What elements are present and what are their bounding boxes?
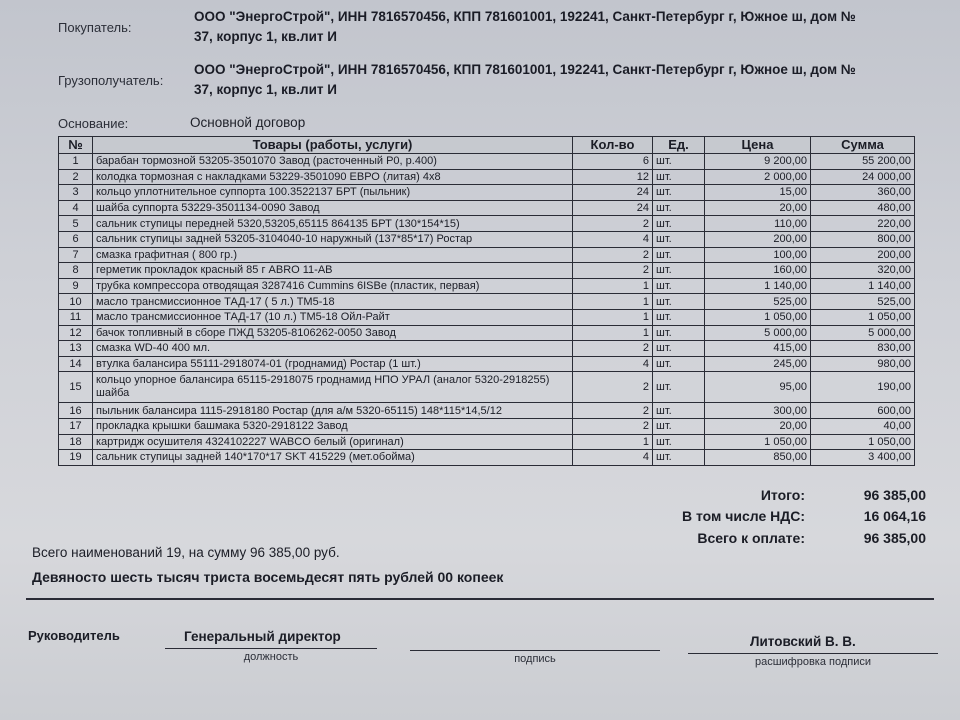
- quantity-cell: 1: [573, 294, 653, 310]
- row-number-cell: 3: [59, 185, 93, 201]
- sum-cell: 40,00: [811, 418, 915, 434]
- item-name-cell: барабан тормозной 53205-3501070 Завод (расточенный Р0, р.400): [93, 154, 573, 170]
- signer-name-caption: расшифровка подписи: [754, 656, 872, 668]
- item-name-cell: шайба суппорта 53229-3501134-0090 Завод: [93, 200, 573, 216]
- basis-label: Основание:: [58, 116, 129, 131]
- table-row: [59, 278, 915, 294]
- item-name-cell: масло трансмиссионное ТАД-17 ( 5 л.) ТМ5-18: [93, 294, 573, 310]
- unit-cell: шт.: [653, 418, 705, 434]
- item-name-cell: кольцо упорное балансира 65115-2918075 гроднамид НПО УРАЛ (аналог 5320-2918255) шайба: [93, 372, 573, 403]
- price-cell: 1 050,00: [705, 434, 811, 450]
- row-number-cell: 18: [59, 434, 93, 450]
- sum-cell: 5 000,00: [811, 325, 915, 341]
- goods-table: [58, 136, 915, 466]
- table-row: [59, 154, 915, 170]
- sum-cell: 320,00: [811, 263, 915, 279]
- quantity-cell: 6: [573, 154, 653, 170]
- consignee-line-1: ООО "ЭнергоСтрой", ИНН 7816570456, КПП 781601001, 192241, Санкт-Петербург г, Южное ш, дом №: [194, 62, 856, 77]
- quantity-cell: 2: [573, 341, 653, 357]
- signer-name: Литовский В. В.: [750, 634, 856, 649]
- sum-cell: 480,00: [811, 200, 915, 216]
- quantity-cell: 4: [573, 450, 653, 466]
- row-number-cell: 8: [59, 263, 93, 279]
- price-cell: 5 000,00: [705, 325, 811, 341]
- unit-cell: шт.: [653, 309, 705, 325]
- quantity-cell: 12: [573, 169, 653, 185]
- unit-cell: шт.: [653, 325, 705, 341]
- table-row: [59, 309, 915, 325]
- table-row: [59, 247, 915, 263]
- sum-cell: 360,00: [811, 185, 915, 201]
- row-number-cell: 19: [59, 450, 93, 466]
- unit-cell: шт.: [653, 154, 705, 170]
- price-cell: 160,00: [705, 263, 811, 279]
- unit-cell: шт.: [653, 263, 705, 279]
- quantity-cell: 2: [573, 418, 653, 434]
- vat-value: 16 064,16: [863, 508, 926, 524]
- price-cell: 415,00: [705, 341, 811, 357]
- row-number-cell: 10: [59, 294, 93, 310]
- price-cell: 850,00: [705, 450, 811, 466]
- row-number-cell: 5: [59, 216, 93, 232]
- sum-cell: 800,00: [811, 231, 915, 247]
- quantity-cell: 4: [573, 356, 653, 372]
- items-summary: Всего наименований 19, на сумму 96 385,00 руб.: [32, 545, 340, 560]
- row-number-cell: 17: [59, 418, 93, 434]
- item-name-cell: сальник ступицы задней 53205-3104040-10 наружный (137*85*17) Ростар: [93, 231, 573, 247]
- unit-cell: шт.: [653, 356, 705, 372]
- item-name-cell: масло трансмиссионное ТАД-17 (10 л.) ТМ5-18 Ойл-Райт: [93, 309, 573, 325]
- col-name-header: Товары (работы, услуги): [93, 137, 573, 154]
- consignee-label: Грузополучатель:: [58, 73, 164, 88]
- price-cell: 1 140,00: [705, 278, 811, 294]
- table-row: [59, 231, 915, 247]
- buyer-label: Покупатель:: [58, 20, 132, 35]
- price-cell: 100,00: [705, 247, 811, 263]
- quantity-cell: 24: [573, 185, 653, 201]
- quantity-cell: 2: [573, 216, 653, 232]
- to-pay-value: 96 385,00: [863, 530, 926, 546]
- item-name-cell: пыльник балансира 1115-2918180 Ростар (для а/м 5320-65115) 148*115*14,5/12: [93, 403, 573, 419]
- item-name-cell: втулка балансира 55111-2918074-01 (гроднамид) Ростар (1 шт.): [93, 356, 573, 372]
- amount-in-words: Девяносто шесть тысяч триста восемьдесят пять рублей 00 копеек: [32, 569, 504, 585]
- col-unit-header: Ед.: [653, 137, 705, 154]
- quantity-cell: 1: [573, 325, 653, 341]
- signer-name-line: [688, 653, 938, 654]
- quantity-cell: 2: [573, 247, 653, 263]
- unit-cell: шт.: [653, 450, 705, 466]
- quantity-cell: 1: [573, 434, 653, 450]
- quantity-cell: 2: [573, 372, 653, 403]
- price-cell: 2 000,00: [705, 169, 811, 185]
- head-label: Руководитель: [28, 628, 120, 643]
- sum-cell: 525,00: [811, 294, 915, 310]
- row-number-cell: 4: [59, 200, 93, 216]
- unit-cell: шт.: [653, 185, 705, 201]
- total-value: 96 385,00: [863, 487, 926, 503]
- sum-cell: 24 000,00: [811, 169, 915, 185]
- sum-cell: 830,00: [811, 341, 915, 357]
- sum-cell: 600,00: [811, 403, 915, 419]
- unit-cell: шт.: [653, 169, 705, 185]
- table-row: [59, 434, 915, 450]
- row-number-cell: 7: [59, 247, 93, 263]
- price-cell: 110,00: [705, 216, 811, 232]
- price-cell: 200,00: [705, 231, 811, 247]
- table-row: [59, 263, 915, 279]
- item-name-cell: сальник ступицы задней 140*170*17 SKT 415229 (мет.обойма): [93, 450, 573, 466]
- unit-cell: шт.: [653, 231, 705, 247]
- sum-cell: 55 200,00: [811, 154, 915, 170]
- unit-cell: шт.: [653, 372, 705, 403]
- unit-cell: шт.: [653, 200, 705, 216]
- unit-cell: шт.: [653, 434, 705, 450]
- table-row: [59, 185, 915, 201]
- item-name-cell: прокладка крышки башмака 5320-2918122 Завод: [93, 418, 573, 434]
- col-sum-header: Сумма: [811, 137, 915, 154]
- sum-cell: 1 050,00: [811, 434, 915, 450]
- table-header-row: [59, 137, 915, 154]
- price-cell: 20,00: [705, 418, 811, 434]
- quantity-cell: 1: [573, 309, 653, 325]
- table-row: [59, 372, 915, 403]
- buyer-line-2: 37, корпус 1, кв.лит И: [194, 29, 337, 44]
- sum-cell: 1 050,00: [811, 309, 915, 325]
- table-row: [59, 200, 915, 216]
- unit-cell: шт.: [653, 278, 705, 294]
- table-row: [59, 356, 915, 372]
- unit-cell: шт.: [653, 341, 705, 357]
- sum-cell: 190,00: [811, 372, 915, 403]
- buyer-line-1: ООО "ЭнергоСтрой", ИНН 7816570456, КПП 781601001, 192241, Санкт-Петербург г, Южное ш, дом №: [194, 9, 856, 24]
- total-label: Итого:: [760, 487, 805, 503]
- row-number-cell: 6: [59, 231, 93, 247]
- unit-cell: шт.: [653, 294, 705, 310]
- row-number-cell: 16: [59, 403, 93, 419]
- quantity-cell: 1: [573, 278, 653, 294]
- unit-cell: шт.: [653, 403, 705, 419]
- price-cell: 1 050,00: [705, 309, 811, 325]
- quantity-cell: 4: [573, 231, 653, 247]
- price-cell: 300,00: [705, 403, 811, 419]
- item-name-cell: смазка WD-40 400 мл.: [93, 341, 573, 357]
- item-name-cell: колодка тормозная с накладками 53229-3501090 ЕВРО (литая) 4х8: [93, 169, 573, 185]
- item-name-cell: трубка компрессора отводящая 3287416 Cummins 6ISBe (пластик, первая): [93, 278, 573, 294]
- buyer-value: [194, 7, 856, 47]
- quantity-cell: 24: [573, 200, 653, 216]
- row-number-cell: 12: [59, 325, 93, 341]
- price-cell: 95,00: [705, 372, 811, 403]
- position-line: [165, 648, 377, 649]
- consignee-value: [194, 60, 856, 100]
- col-qty-header: Кол-во: [573, 137, 653, 154]
- row-number-cell: 2: [59, 169, 93, 185]
- signature-line: [410, 650, 660, 651]
- row-number-cell: 13: [59, 341, 93, 357]
- table-row: [59, 341, 915, 357]
- basis-value: Основной договор: [190, 115, 306, 130]
- col-num-header: №: [59, 137, 93, 154]
- item-name-cell: бачок топливный в сборе ПЖД 53205-8106262-0050 Завод: [93, 325, 573, 341]
- row-number-cell: 11: [59, 309, 93, 325]
- price-cell: 245,00: [705, 356, 811, 372]
- quantity-cell: 2: [573, 263, 653, 279]
- item-name-cell: герметик прокладок красный 85 г ABRO 11-AB: [93, 263, 573, 279]
- price-cell: 20,00: [705, 200, 811, 216]
- to-pay-label: Всего к оплате:: [697, 530, 805, 546]
- sum-cell: 3 400,00: [811, 450, 915, 466]
- table-row: [59, 325, 915, 341]
- table-row: [59, 216, 915, 232]
- position-value: Генеральный директор: [184, 629, 341, 644]
- sum-cell: 220,00: [811, 216, 915, 232]
- table-row: [59, 418, 915, 434]
- table-row: [59, 169, 915, 185]
- sum-cell: 1 140,00: [811, 278, 915, 294]
- table-row: [59, 403, 915, 419]
- row-number-cell: 14: [59, 356, 93, 372]
- row-number-cell: 15: [59, 372, 93, 403]
- goods-table-body: [59, 154, 915, 466]
- price-cell: 15,00: [705, 185, 811, 201]
- row-number-cell: 1: [59, 154, 93, 170]
- position-caption: должность: [243, 651, 299, 663]
- sum-cell: 980,00: [811, 356, 915, 372]
- price-cell: 525,00: [705, 294, 811, 310]
- sum-cell: 200,00: [811, 247, 915, 263]
- unit-cell: шт.: [653, 247, 705, 263]
- unit-cell: шт.: [653, 216, 705, 232]
- item-name-cell: кольцо уплотнительное суппорта 100.3522137 БРТ (пыльник): [93, 185, 573, 201]
- table-row: [59, 450, 915, 466]
- item-name-cell: картридж осушителя 4324102227 WABCO белый (оригинал): [93, 434, 573, 450]
- signature-caption: подпись: [514, 653, 556, 665]
- item-name-cell: смазка графитная ( 800 гр.): [93, 247, 573, 263]
- vat-label: В том числе НДС:: [681, 508, 805, 524]
- separator-line: [26, 598, 934, 600]
- table-row: [59, 294, 915, 310]
- row-number-cell: 9: [59, 278, 93, 294]
- quantity-cell: 2: [573, 403, 653, 419]
- col-price-header: Цена: [705, 137, 811, 154]
- item-name-cell: сальник ступицы передней 5320,53205,65115 864135 БРТ (130*154*15): [93, 216, 573, 232]
- price-cell: 9 200,00: [705, 154, 811, 170]
- consignee-line-2: 37, корпус 1, кв.лит И: [194, 82, 337, 97]
